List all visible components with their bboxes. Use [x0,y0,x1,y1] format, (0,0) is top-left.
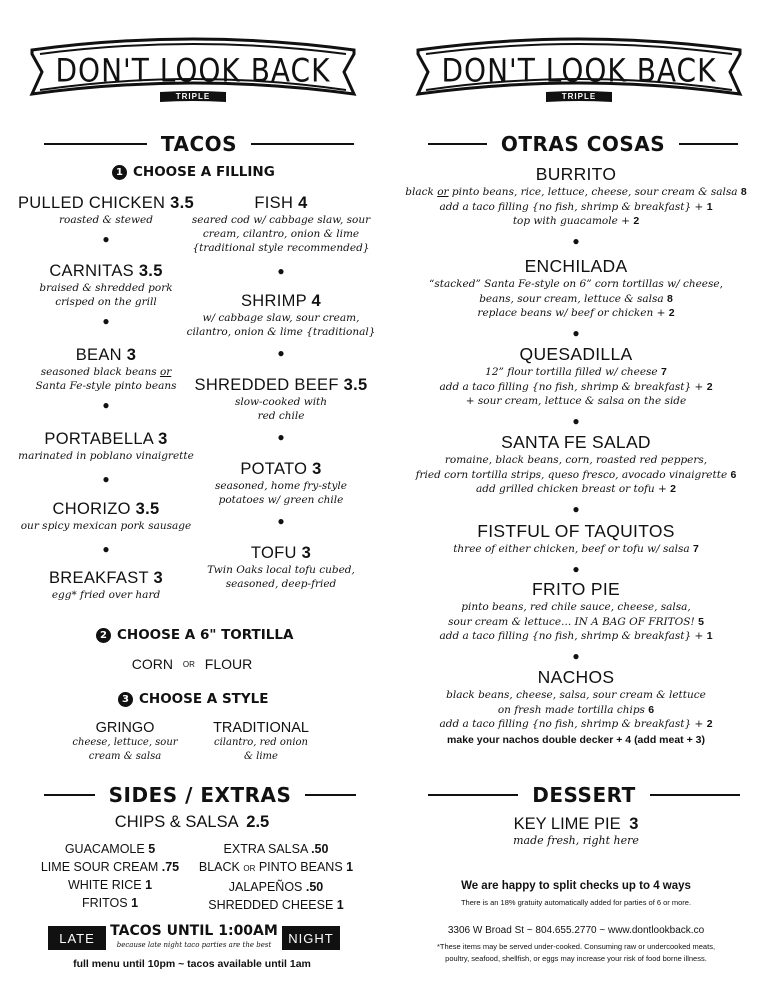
item-name: SANTA FE SALAD [501,432,651,452]
sides-right-list [192,840,360,914]
item-price: 2.5 [246,813,270,831]
dessert-heading-text: DESSERT [532,783,636,807]
item-desc: Twin Oaks local tofu cubed, [207,564,355,576]
sides-heading [44,783,356,807]
side-item: GUACAMOLE 5 [64,842,156,856]
filling-bean [8,346,204,411]
logo-subtitle: TRIPLE [561,92,597,101]
side-item: JALAPEÑOS .50 [228,880,324,894]
item-name: QUESADILLA [519,344,633,364]
step-number: 1 [112,165,127,180]
item-name: NACHOS [537,667,615,687]
item-desc: crisped on the grill [55,296,157,308]
item-desc: marinated in poblano vinaigrette [18,450,194,462]
food-warning: *These items may be served under-cooked. Consuming raw or undercooked meats, [436,942,716,951]
side-item: LIME SOUR CREAM .75 [40,860,180,874]
step-number: 3 [118,692,133,707]
item-name: KEY LIME PIE [513,815,621,833]
item-price: 6 [648,703,655,716]
late-label: LATE [48,926,106,950]
side-item: FRITOS 1 [81,896,139,910]
item-name: POTATO [240,460,308,478]
filling-pulled-chicken [8,194,204,245]
item-price: 1 [706,200,713,213]
night-label: NIGHT [282,926,340,950]
bullet-dot: ● [572,561,580,576]
item-price: 3.5 [138,262,163,280]
bullet-dot: ● [277,264,285,278]
item-desc: seared cod w/ cabbage slaw, sour [191,214,371,226]
chips-salsa [0,813,384,832]
item-name: BEAN [75,346,122,364]
gratuity-note: There is an 18% gratuity automatically added for parties of 6 or more. [460,898,692,907]
logo-banner [414,36,744,112]
otras-heading-text: OTRAS COSAS [500,132,666,156]
step-number: 2 [96,628,111,643]
filling-chorizo [8,500,204,555]
bullet-dot: ● [572,413,580,428]
item-price: 3 [153,569,163,587]
filling-tofu [186,544,376,591]
style-desc: cheese, lettuce, sour [72,737,178,748]
right-column [384,0,768,994]
divider [428,794,518,796]
contact-info: 3306 W Broad St ~ 804.655.2770 ~ www.dontlookback.co [447,925,705,936]
bullet-dot: ● [572,325,580,340]
divider [305,794,356,796]
item-nachos: NACHOS black beans, cheese, salsa, sour cream & lettuce on fresh made tortilla chips 6 add a taco filling {no fish, shrimp & breakfast} + 2 make your nachos double decker + 4 (add meat + 3) [384,667,768,746]
tacos-heading-text: TACOS [160,132,238,156]
bullet-dot: ● [102,542,110,556]
filling-potato [186,460,376,527]
step-label: CHOOSE A FILLING [133,164,275,180]
side-item: BLACK OR PINTO BEANS 1 [198,860,354,874]
item-price: 4 [298,194,308,212]
divider [44,794,95,796]
bullet-dot: ● [102,398,110,412]
item-desc: braised & shredded pork [39,282,173,294]
item-price: 3.5 [135,500,160,518]
bullet-dot: ● [102,232,110,246]
item-desc: potatoes w/ green chile [218,494,344,506]
logo-banner [28,36,358,112]
item-name: BURRITO [535,164,617,184]
filling-shredded-beef [186,376,376,443]
filling-fish [186,194,376,277]
item-enchilada: ENCHILADA “stacked” Santa Fe-style on 6” corn tortillas w/ cheese, beans, sour cream, lettuce & salsa 8 replace beans w/ beef or chicken + 2 ● [384,256,768,339]
divider [428,143,487,145]
item-name: PORTABELLA [44,430,154,448]
item-key-lime-pie [384,815,768,848]
item-price: 3 [301,544,312,562]
tortilla-options [0,656,384,672]
item-desc: w/ cabbage slaw, sour cream, [202,312,360,324]
tacos-heading [44,132,354,156]
item-price: 1 [706,630,713,642]
item-desc: cilantro, onion & lime {traditional} [186,326,376,338]
step-label: CHOOSE A 6" TORTILLA [117,627,294,643]
item-name: PULLED CHICKEN [18,194,166,212]
item-desc: red chile [257,410,305,422]
or-underlined: or [159,366,172,378]
item-price: 4 [311,292,322,310]
divider [679,143,738,145]
bullet-dot: ● [102,472,110,486]
item-desc: our spicy mexican pork sausage [20,520,192,532]
style-name: GRINGO [95,720,155,736]
bullet-dot: ● [572,233,580,248]
item-price: 8 [740,186,747,198]
sides-left-list [30,840,190,912]
divider [251,143,354,145]
filling-breakfast [8,569,204,602]
late-subtitle: because late night taco parties are the best [116,941,272,949]
item-price: 3 [629,815,639,833]
item-name: SHRIMP [240,292,307,310]
item-desc: seasoned, home fry-style [214,480,348,492]
item-name: CHIPS & SALSA [114,813,238,831]
item-price: 2 [633,215,640,227]
item-price: 5 [698,615,704,628]
item-price: 3 [312,460,322,478]
item-name: ENCHILADA [524,256,628,276]
bullet-dot: ● [572,648,580,663]
item-price: 3.5 [170,194,194,212]
step-choose-style [118,691,268,707]
hours-footer: full menu until 10pm ~ tacos available until 1am [73,958,311,970]
style-traditional [196,720,326,764]
tortilla-flour: FLOUR [204,656,253,672]
item-price: 3.5 [343,376,368,394]
style-name: TRADITIONAL [213,720,309,736]
step-label: CHOOSE A STYLE [139,691,269,707]
style-desc: & lime [244,751,278,762]
side-item: WHITE RICE 1 [67,878,153,892]
item-price: 8 [666,292,673,305]
item-name: BREAKFAST [49,569,149,587]
item-name: FISH [254,194,294,212]
side-item: SHREDDED CHEESE 1 [208,898,344,912]
split-checks-note: We are happy to split checks up to 4 ways [461,880,691,892]
divider [44,143,147,145]
item-name: FISTFUL OF TAQUITOS [477,521,675,541]
or-small: OR [182,660,195,669]
item-price: 7 [661,366,667,378]
item-frito-pie: FRITO PIE pinto beans, red chile sauce, cheese, salsa, sour cream & lettuce... IN A BAG OF FRITOS! 5 add a taco filling {no fish, shrimp & breakfast} + 1 ● [384,579,768,662]
style-desc: cilantro, red onion [214,737,308,748]
item-price: 2 [706,718,713,730]
item-desc: slow-cooked with [234,396,328,408]
item-desc: Santa Fe-style pinto beans [35,380,177,392]
style-desc: cream & salsa [88,751,162,762]
item-santa-fe-salad: SANTA FE SALAD romaine, black beans, corn, roasted red peppers, fried corn tortilla strips, queso fresco, avocado vinaigrette 6 add grilled chicken breast or tofu + 2 ● [384,432,768,515]
item-name: CHORIZO [52,500,131,518]
otras-heading [428,132,738,156]
bullet-dot: ● [277,430,285,444]
item-desc: egg* fried over hard [51,589,161,601]
bullet-dot: ● [277,346,285,360]
item-name: TOFU [250,544,297,562]
item-quesadilla: QUESADILLA 12” flour tortilla filled w/ cheese 7 add a taco filling {no fish, shrimp & breakfast} + 2 + sour cream, lettuce & salsa on the side ● [384,344,768,427]
item-desc: made fresh, right here [513,834,639,847]
item-price: 7 [692,543,699,555]
sides-heading-text: SIDES / EXTRAS [108,783,292,807]
style-gringo [60,720,190,764]
logo-title: DON'T LOOK BACK [441,51,717,90]
or-underlined: or [437,186,449,198]
step-choose-tortilla [96,627,293,643]
item-desc: {traditional style recommended} [192,242,370,254]
bullet-dot: ● [102,314,110,328]
item-name: CARNITAS [49,262,134,280]
dessert-heading [428,783,740,807]
item-price: 2 [670,483,677,495]
item-price: 2 [668,307,675,319]
item-name: FRITO PIE [532,579,620,599]
divider [650,794,740,796]
item-name: SHREDDED BEEF [194,376,339,394]
bullet-dot: ● [572,501,580,516]
item-desc: cream, cilantro, onion & lime [202,228,360,240]
logo-subtitle: TRIPLE [175,92,211,101]
filling-portabella [8,430,204,485]
logo-title: DON'T LOOK BACK [55,51,331,90]
food-warning: poultry, seafood, shellfish, or eggs may increase your risk of food borne illness. [445,954,707,963]
side-item: EXTRA SALSA .50 [223,842,329,856]
filling-carnitas [8,262,204,327]
item-price: 6 [730,468,737,481]
item-desc: seasoned, deep-fried [225,578,337,590]
bullet-dot: ● [277,514,285,528]
item-price: 2 [706,380,713,393]
late-title: TACOS UNTIL 1:00AM [110,923,278,939]
double-decker-note: make your nachos double decker + 4 (add meat + 3) [447,733,705,746]
item-burrito: BURRITO black or pinto beans, rice, lettuce, cheese, sour cream & salsa 8 add a taco filling {no fish, shrimp & breakfast} + 1 top with guacamole + 2 ● [384,164,768,247]
item-price: 3 [126,346,137,364]
step-choose-filling [112,164,275,180]
item-desc: seasoned black beans [40,366,160,378]
item-taquitos: FISTFUL OF TAQUITOS three of either chicken, beef or tofu w/ salsa 7 ● [384,521,768,575]
tortilla-corn: CORN [131,656,173,672]
item-desc: roasted & stewed [59,214,153,226]
filling-shrimp [186,292,376,359]
item-price: 3 [158,430,168,448]
